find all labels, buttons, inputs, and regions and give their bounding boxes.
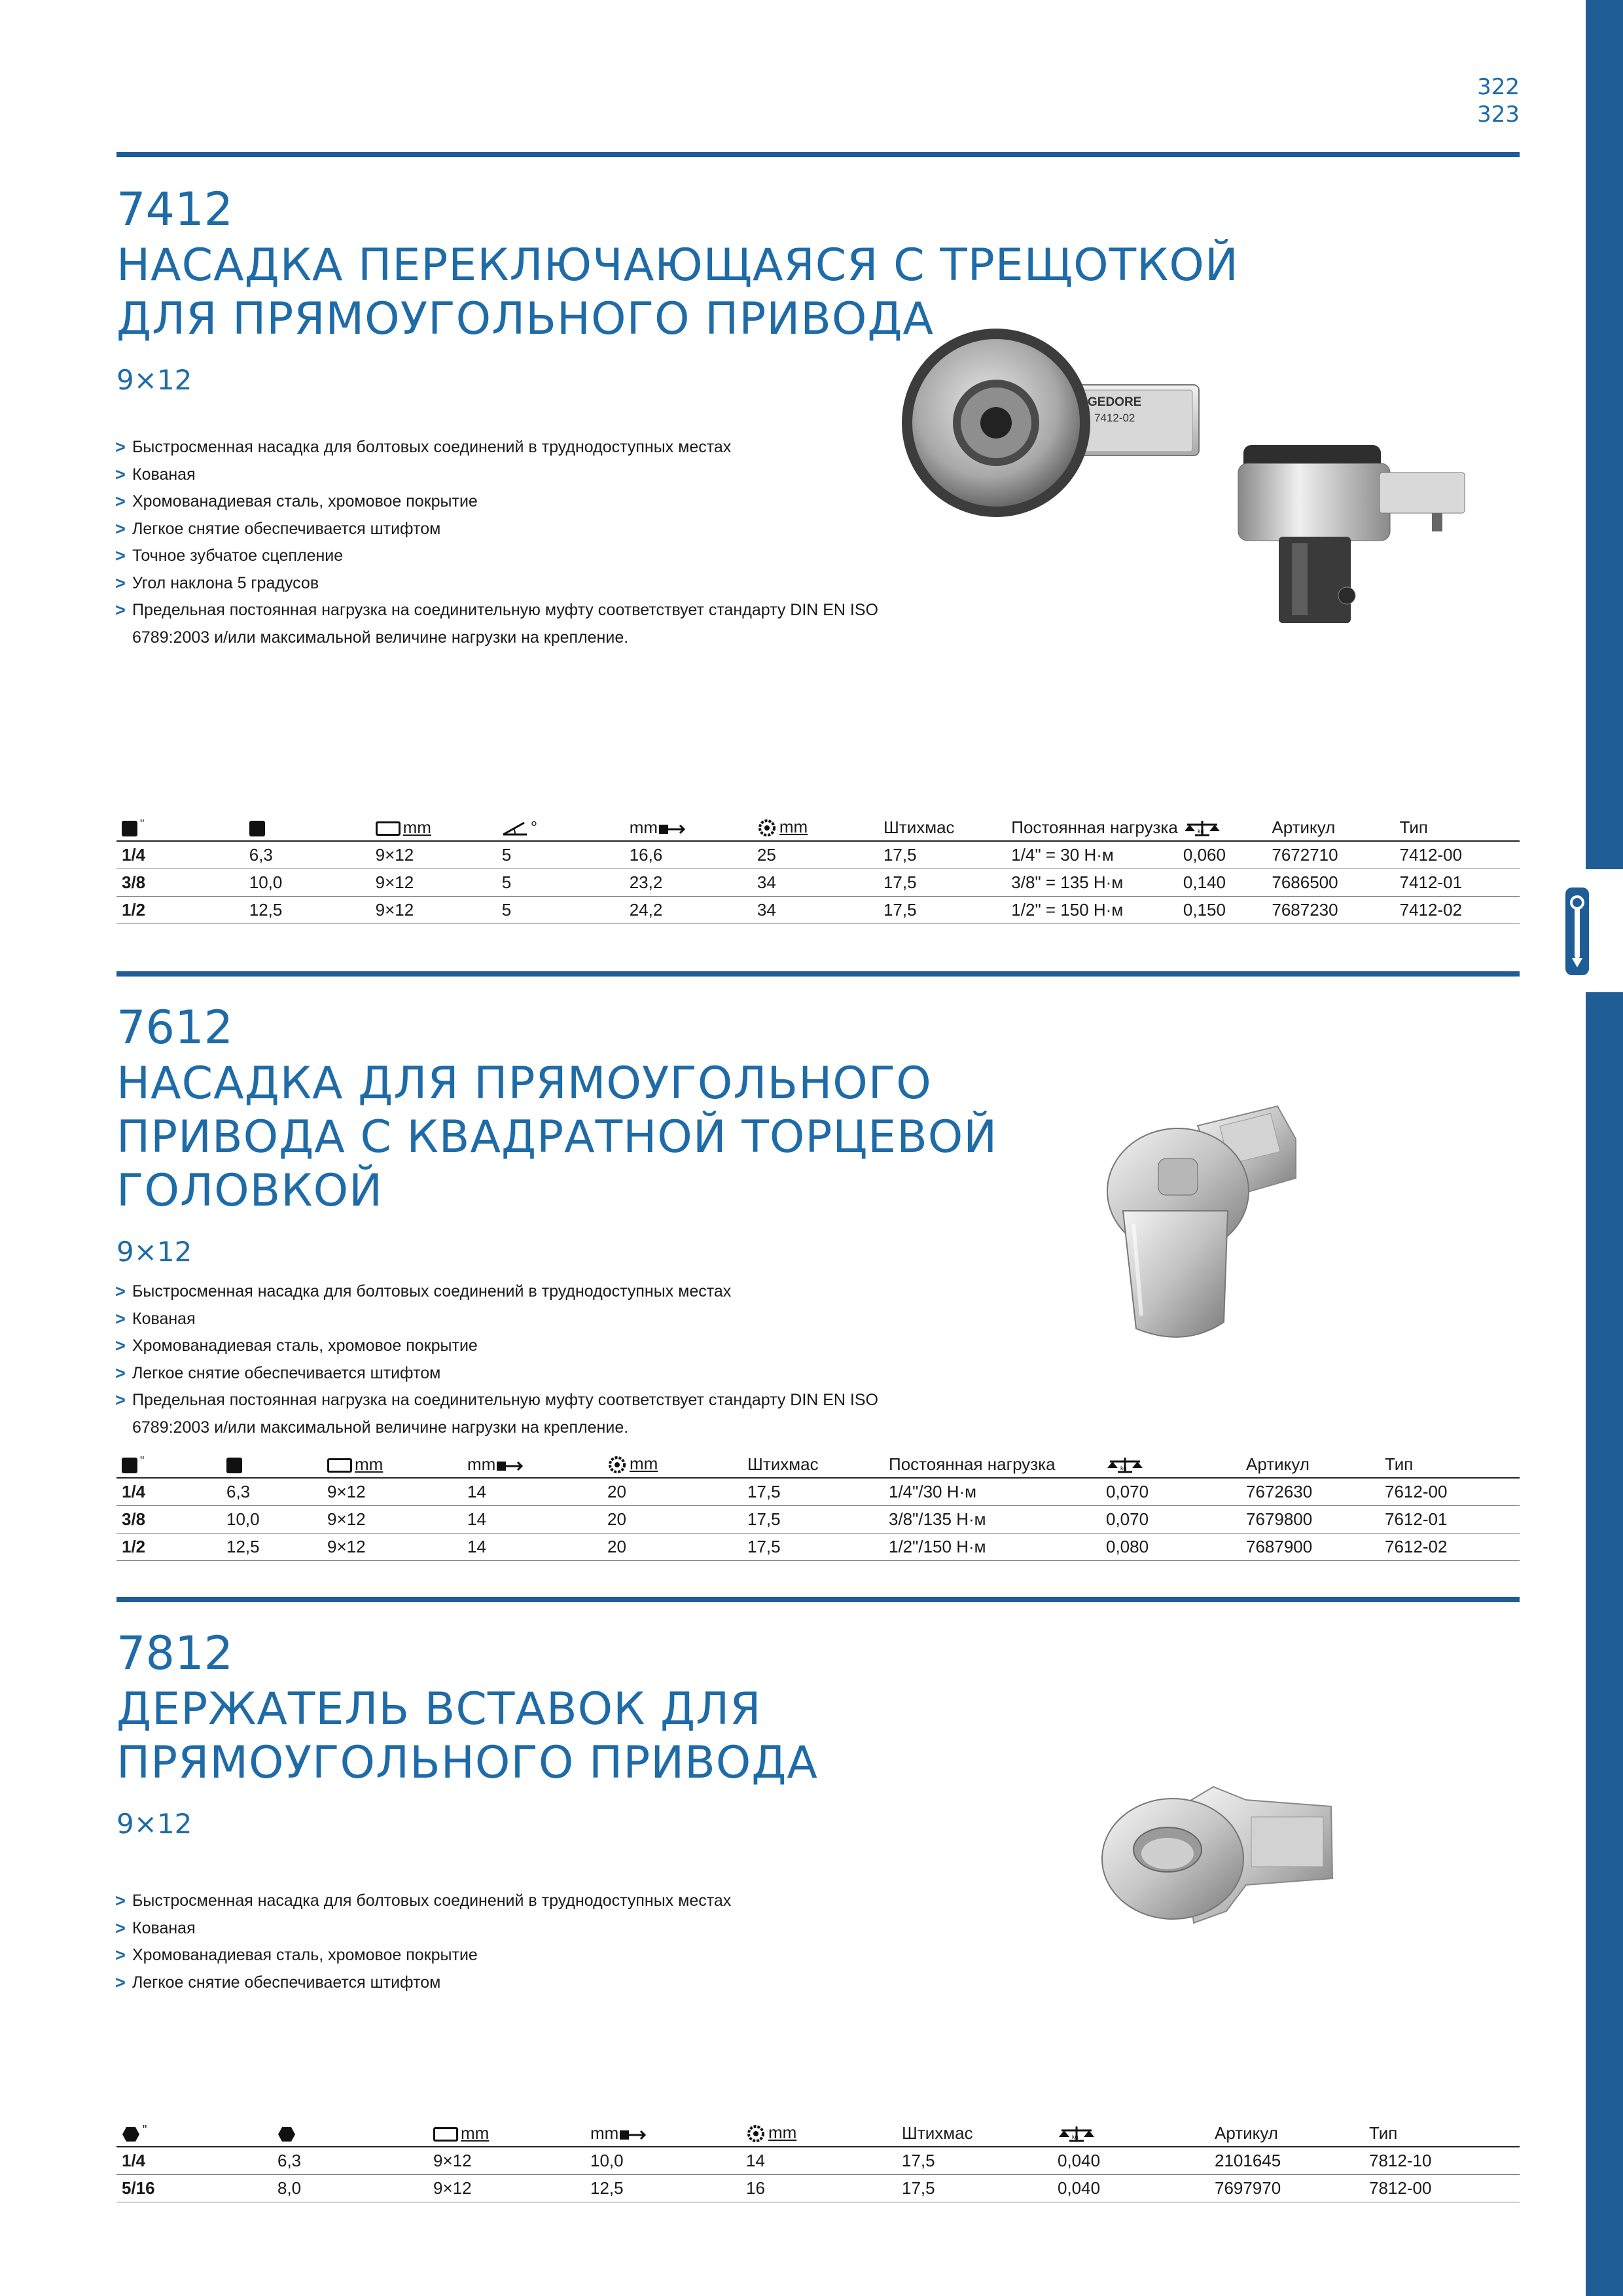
feature-item [115, 1306, 878, 1333]
table-row [116, 841, 1520, 869]
table-cell: 5 [497, 841, 624, 869]
table-cell: 17,5 [878, 869, 1006, 896]
square-drive-icon [249, 821, 265, 836]
col-weight [1052, 2121, 1209, 2147]
table-cell: 16 [741, 2174, 897, 2202]
table-cell: 23,2 [624, 869, 752, 896]
table-row [116, 1533, 1520, 1560]
feature-item [115, 1387, 878, 1414]
feature-text: Кованая [132, 465, 196, 484]
table-cell: 9×12 [370, 841, 497, 869]
svg-text:kg: kg [1072, 2134, 1079, 2140]
col-rect-drive-mm: mm [322, 1452, 462, 1478]
table-cell: 9×12 [370, 896, 497, 924]
table-cell: 8,0 [272, 2174, 428, 2202]
table-cell: 1/4"/30 Н·м [883, 1478, 1101, 1505]
table-cell: 6,3 [272, 2147, 428, 2174]
col-weight [1178, 815, 1266, 841]
square-drive-icon [122, 1458, 137, 1473]
product-size: 9×12 [116, 1236, 192, 1268]
table-cell: 14 [462, 1478, 602, 1505]
feature-text: 6789:2003 и/или максимальной величине нагрузки на крепление. [132, 628, 629, 647]
table-row [116, 869, 1520, 896]
table-cell: 17,5 [878, 896, 1006, 924]
feature-list [115, 1888, 731, 1996]
feature-item [115, 1333, 878, 1360]
chevron-right-icon: > [115, 1945, 126, 1965]
table-cell: 0,140 [1178, 869, 1266, 896]
product-code: 7812 [116, 1626, 234, 1680]
feature-text: Точное зубчатое сцепление [132, 547, 344, 565]
table-cell: 25 [752, 841, 878, 869]
table-cell: 10,0 [221, 1505, 322, 1533]
square-drive-icon [122, 821, 137, 836]
table-cell: 7679800 [1241, 1505, 1380, 1533]
feature-item-continued [115, 624, 878, 652]
table-cell: 0,040 [1052, 2174, 1209, 2202]
feature-item [115, 1915, 731, 1943]
col-stichmas: Штихмас [897, 2121, 1052, 2147]
svg-text:GEDORE: GEDORE [1088, 395, 1142, 409]
col-type: Тип [1364, 2121, 1520, 2147]
feature-item [115, 461, 878, 489]
feature-text: Предельная постоянная нагрузка на соединительную муфту соответствует стандарту DIN EN ISO [132, 601, 879, 619]
table-cell: 10,0 [244, 869, 370, 896]
chevron-right-icon: > [115, 1891, 126, 1910]
col-head-diameter: mm [741, 2121, 897, 2147]
feature-item [115, 597, 878, 624]
feature-item [115, 1969, 731, 1997]
product-title-line-1: НАСАДКА ДЛЯ ПРЯМОУГОЛЬНОГО [116, 1058, 932, 1109]
table-cell: 3/8 [116, 869, 244, 896]
table-row [116, 1478, 1520, 1505]
col-stichmas: Штихмас [878, 815, 1006, 841]
table-cell: 7612-00 [1380, 1478, 1520, 1505]
feature-text: Угол наклона 5 градусов [132, 573, 319, 592]
table-cell: 7412-00 [1395, 841, 1520, 869]
chevron-right-icon: > [115, 1390, 126, 1410]
feature-text: Легкое снятие обеспечивается штифтом [132, 1973, 441, 1992]
rectangular-drive-icon [376, 821, 401, 836]
table-cell: 3/8 [116, 1505, 221, 1533]
table-cell: 2101645 [1209, 2147, 1364, 2174]
side-rail-top [1586, 0, 1623, 869]
table-row [116, 2147, 1520, 2174]
side-rail-bottom [1586, 992, 1623, 2296]
table-cell: 5/16 [116, 2174, 272, 2202]
feature-text: Быстросменная насадка для болтовых соединений в труднодоступных местах [132, 438, 732, 456]
table-cell: 5 [497, 896, 624, 924]
col-article: Артикул [1209, 2121, 1364, 2147]
product-title-line-3: ГОЛОВКОЙ [116, 1165, 383, 1217]
feature-text: Хромованадиевая сталь, хромовое покрытие [132, 492, 478, 511]
col-load: Постоянная нагрузка [883, 1452, 1101, 1478]
table-cell: 1/2 [116, 896, 244, 924]
table-cell: 14 [741, 2147, 897, 2174]
feature-item [115, 434, 878, 461]
rectangular-drive-icon [433, 2127, 458, 2142]
col-article: Артикул [1241, 1452, 1380, 1478]
table-cell: 12,5 [244, 896, 370, 924]
weight-scale-icon [1106, 1456, 1144, 1475]
product-code: 7412 [116, 183, 234, 236]
table-cell: 3/8"/135 Н·м [883, 1505, 1101, 1533]
feature-item [115, 1888, 731, 1915]
table-cell: 16,6 [624, 841, 752, 869]
table-cell: 7672630 [1241, 1478, 1380, 1505]
table-cell: 0,060 [1178, 841, 1266, 869]
chevron-right-icon: > [115, 546, 126, 565]
table-cell: 0,070 [1101, 1505, 1241, 1533]
col-length: mm [585, 2121, 741, 2147]
table-cell: 5 [497, 869, 624, 896]
table-cell: 1/4 [116, 2147, 272, 2174]
table-cell: 7612-01 [1380, 1505, 1520, 1533]
col-stichmas: Штихмас [742, 1452, 883, 1478]
section-divider [116, 971, 1520, 977]
length-icon [618, 2126, 647, 2142]
length-icon [495, 1458, 524, 1473]
spec-table-7612 [116, 1452, 1520, 1561]
table-cell: 14 [462, 1505, 602, 1533]
table-cell: 17,5 [742, 1533, 883, 1560]
feature-text: Кованая [132, 1309, 196, 1328]
svg-text:kg: kg [1197, 828, 1204, 834]
table-cell: 7412-01 [1395, 869, 1520, 896]
chevron-right-icon: > [115, 600, 126, 620]
col-angle: ° [497, 815, 624, 841]
product-title-line-2: ПРИВОДА С КВАДРАТНОЙ ТОРЦЕВОЙ [116, 1111, 998, 1163]
feature-text: 6789:2003 и/или максимальной величине нагрузки на крепление. [132, 1418, 629, 1437]
col-length: mm [462, 1452, 602, 1478]
svg-text:kg: kg [1120, 1465, 1127, 1471]
product-title-line-1: НАСАДКА ПЕРЕКЛЮЧАЮЩАЯСЯ С ТРЕЩОТКОЙ [116, 240, 1239, 291]
table-cell: 1/4" = 30 Н·м [1006, 841, 1178, 869]
table-row [116, 2174, 1520, 2202]
table-cell: 34 [752, 869, 878, 896]
feature-text: Хромованадиевая сталь, хромовое покрытие [132, 1946, 478, 1964]
table-cell: 0,080 [1101, 1533, 1241, 1560]
table-cell: 20 [602, 1505, 742, 1533]
square-drive-insert-photo [1099, 1100, 1309, 1355]
head-diameter-icon [757, 818, 777, 838]
tilt-angle-icon [502, 820, 529, 837]
feature-text: Кованая [132, 1918, 196, 1937]
svg-text:7412-02: 7412-02 [1094, 412, 1135, 424]
feature-item [115, 543, 878, 570]
product-size: 9×12 [116, 1808, 192, 1840]
table-cell: 9×12 [428, 2174, 585, 2202]
col-square-drive-inch: " [116, 1452, 221, 1478]
table-cell: 9×12 [322, 1505, 462, 1533]
table-cell: 1/2 [116, 1533, 221, 1560]
chevron-right-icon: > [115, 1308, 126, 1329]
hex-drive-icon [277, 2126, 296, 2143]
ratchet-top-photo [898, 325, 1219, 521]
table-cell: 7686500 [1266, 869, 1394, 896]
product-code: 7612 [116, 1001, 234, 1054]
col-weight [1101, 1452, 1241, 1478]
chevron-right-icon: > [115, 1336, 126, 1355]
col-head-diameter: mm [602, 1452, 742, 1478]
chevron-right-icon: > [115, 1282, 126, 1301]
col-article: Артикул [1266, 815, 1394, 841]
table-cell: 17,5 [878, 841, 1006, 869]
product-title-line-1: ДЕРЖАТЕЛЬ ВСТАВОК ДЛЯ [116, 1683, 762, 1735]
table-cell: 7687230 [1266, 896, 1394, 924]
table-cell: 14 [462, 1533, 602, 1560]
col-length: mm [624, 815, 752, 841]
feature-item-continued [115, 1414, 878, 1442]
page-numbers [1477, 73, 1520, 128]
page-number-left: 322 [1477, 74, 1520, 100]
feature-text: Хромованадиевая сталь, хромовое покрытие [132, 1336, 478, 1355]
feature-text: Предельная постоянная нагрузка на соединительную муфту соответствует стандарту DIN EN ISO [132, 1391, 879, 1409]
page-number-right: 323 [1477, 101, 1520, 128]
head-diameter-icon [607, 1455, 627, 1475]
table-header-row [116, 2121, 1520, 2147]
rectangular-drive-icon [327, 1458, 352, 1473]
table-row [116, 1505, 1520, 1533]
wrench-tab-icon[interactable] [1565, 888, 1589, 975]
table-cell: 7697970 [1209, 2174, 1364, 2202]
table-cell: 6,3 [221, 1478, 322, 1505]
table-cell: 7412-02 [1395, 896, 1520, 924]
feature-text: Быстросменная насадка для болтовых соединений в труднодоступных местах [132, 1892, 732, 1910]
col-type: Тип [1395, 815, 1520, 841]
hex-drive-icon [122, 2126, 140, 2143]
spec-table-7812 [116, 2121, 1520, 2202]
table-cell: 17,5 [897, 2174, 1052, 2202]
table-cell: 9×12 [322, 1478, 462, 1505]
feature-text: Легкое снятие обеспечивается штифтом [132, 1363, 441, 1382]
feature-item [115, 516, 878, 543]
chevron-right-icon: > [115, 464, 126, 484]
col-rect-drive-mm: mm [370, 815, 497, 841]
chevron-right-icon: > [115, 518, 126, 539]
table-cell: 9×12 [428, 2147, 585, 2174]
product-size: 9×12 [116, 364, 192, 396]
table-cell: 1/4 [116, 841, 244, 869]
chevron-right-icon: > [115, 1972, 126, 1992]
feature-item [115, 488, 878, 516]
feature-text: Легкое снятие обеспечивается штифтом [132, 519, 441, 538]
feature-list [115, 1278, 878, 1441]
table-cell: 1/4 [116, 1478, 221, 1505]
table-cell: 1/2" = 150 Н·м [1006, 896, 1178, 924]
length-icon [658, 821, 687, 836]
table-cell: 10,0 [585, 2147, 741, 2174]
table-cell: 7812-10 [1364, 2147, 1520, 2174]
product-title-line-2: ДЛЯ ПРЯМОУГОЛЬНОГО ПРИВОДА [116, 293, 935, 345]
feature-item [115, 570, 878, 598]
table-cell: 7812-00 [1364, 2174, 1520, 2202]
feature-item [115, 1360, 878, 1388]
table-cell: 17,5 [897, 2147, 1052, 2174]
table-cell: 17,5 [742, 1478, 883, 1505]
chevron-right-icon: > [115, 573, 126, 593]
table-cell: 17,5 [742, 1505, 883, 1533]
table-cell: 9×12 [370, 869, 497, 896]
product-title-line-2: ПРЯМОУГОЛЬНОГО ПРИВОДА [116, 1737, 818, 1789]
table-cell: 7672710 [1266, 841, 1394, 869]
col-rect-drive-mm: mm [428, 2121, 585, 2147]
col-head-diameter: mm [752, 815, 878, 841]
table-header-row [116, 1452, 1520, 1478]
chevron-right-icon: > [115, 1363, 126, 1383]
table-cell: 20 [602, 1533, 742, 1560]
section-divider [116, 1597, 1520, 1602]
table-cell: 12,5 [585, 2174, 741, 2202]
square-drive-icon [226, 1458, 242, 1473]
chevron-right-icon: > [115, 492, 126, 511]
col-hex-drive-mm [272, 2121, 428, 2147]
table-cell: 12,5 [221, 1533, 322, 1560]
table-cell: 7612-02 [1380, 1533, 1520, 1560]
spec-table-7412 [116, 815, 1520, 924]
table-cell: 7687900 [1241, 1533, 1380, 1560]
feature-item [115, 1942, 731, 1969]
feature-item [115, 1278, 878, 1306]
col-square-drive-mm [221, 1452, 322, 1478]
table-header-row [116, 815, 1520, 841]
table-cell: 0,040 [1052, 2147, 1209, 2174]
table-cell: 0,070 [1101, 1478, 1241, 1505]
bit-holder-photo [1096, 1780, 1344, 1937]
feature-text: Быстросменная насадка для болтовых соединений в труднодоступных местах [132, 1282, 732, 1300]
ratchet-side-photo [1236, 439, 1471, 635]
table-cell: 20 [602, 1478, 742, 1505]
feature-list [115, 434, 878, 651]
weight-scale-icon [1183, 819, 1221, 838]
section-divider [116, 152, 1520, 157]
col-type: Тип [1380, 1452, 1520, 1478]
col-hex-drive-inch: " [116, 2121, 272, 2147]
table-cell: 0,150 [1178, 896, 1266, 924]
table-row [116, 896, 1520, 924]
weight-scale-icon [1058, 2125, 1096, 2144]
col-square-drive-inch: " [116, 815, 244, 841]
table-cell: 1/2"/150 Н·м [883, 1533, 1101, 1560]
col-load: Постоянная нагрузка [1006, 815, 1178, 841]
table-cell: 24,2 [624, 896, 752, 924]
col-square-drive-mm [244, 815, 370, 841]
table-cell: 3/8" = 135 Н·м [1006, 869, 1178, 896]
table-cell: 6,3 [244, 841, 370, 869]
chevron-right-icon: > [115, 437, 126, 457]
chevron-right-icon: > [115, 1918, 126, 1938]
table-cell: 9×12 [322, 1533, 462, 1560]
head-diameter-icon [746, 2124, 766, 2144]
table-cell: 34 [752, 896, 878, 924]
